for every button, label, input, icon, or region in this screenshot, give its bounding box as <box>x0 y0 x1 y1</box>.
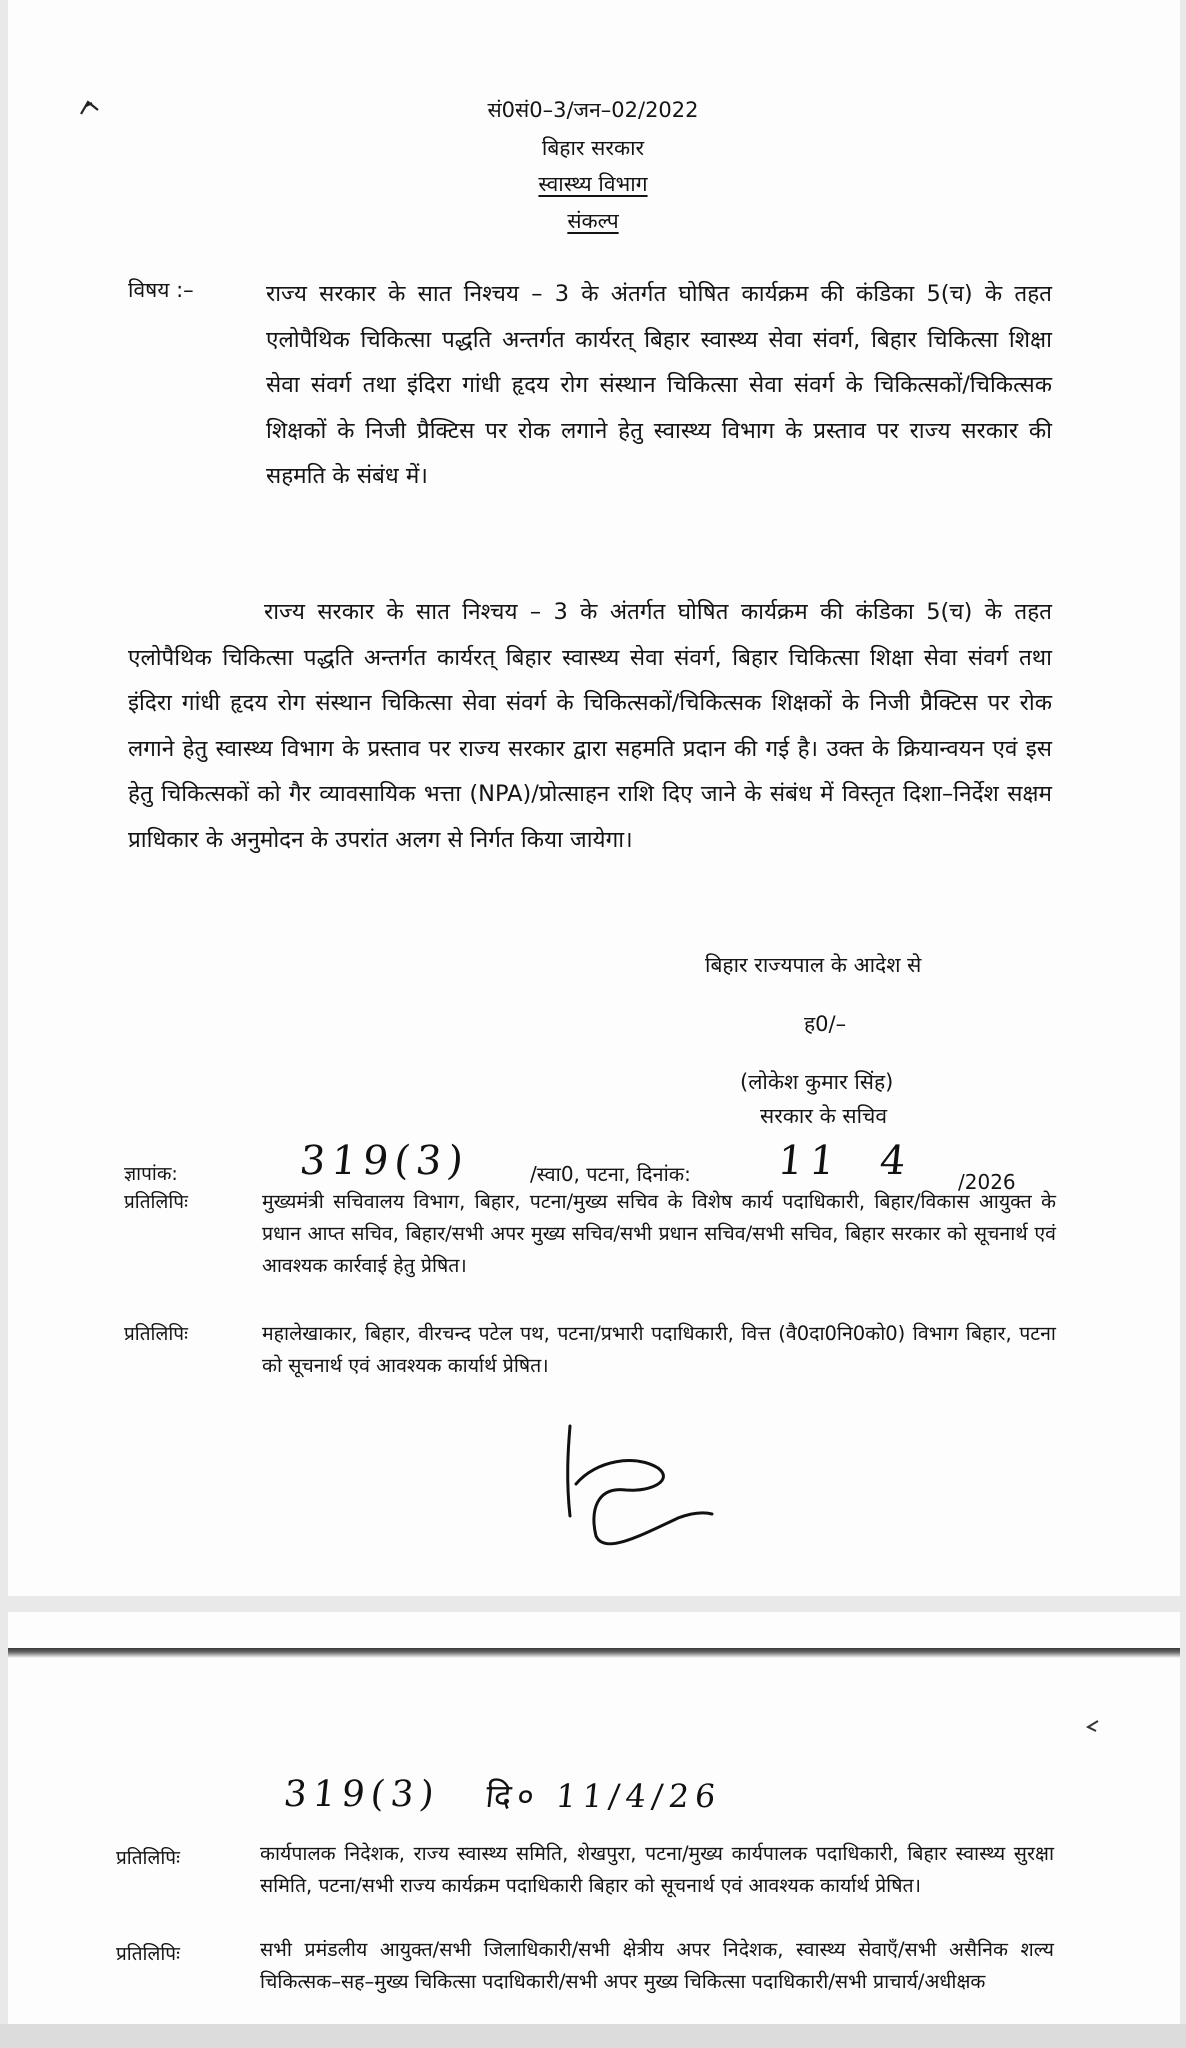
date-month-handwritten: 4 <box>877 1138 914 1184</box>
copy-recipients-2: महालेखाकार, बिहार, वीरचन्द पटेल पथ, पटना/प्रभारी पदाधिकारी, वित्त (वै0दा0नि0को0) विभाग बिहार, पटना को सूचनार्थ एवं आवश्यक कार्यार्थ प्रेषित। <box>262 1322 1056 1377</box>
memo-number-handwritten: 319(3) <box>297 1138 472 1184</box>
copy-recipients-4: सभी प्रमंडलीय आयुक्त/सभी जिलाधिकारी/सभी क्षेत्रीय अपर निदेशक, स्वास्थ्य सेवाएँ/सभी असैनिक शल्य चिकित्सक–सह–मुख्य चिकित्सा पदाधिकारी/सभी अपर मुख्य चिकित्सा पदाधिकारी/सभी प्राचार्य/अधीक्षक <box>260 1938 1054 1993</box>
copy-recipients-3: कार्यपालक निदेशक, राज्य स्वास्थ्य समिति, शेखपुरा, पटना/मुख्य कार्यपालक पदाधिकारी, बिहार स्वास्थ्य सुरक्षा समिति, पटना/सभी राज्य कार्यक्रम पदाधिकारी बिहार को सूचनार्थ एवं आवश्यक कार्यार्थ प्रेषित। <box>260 1842 1054 1897</box>
body-paragraph: राज्य सरकार के सात निश्चय – 3 के अंतर्गत घोषित कार्यक्रम की कंडिका 5(च) के तहत एलोपैथिक चिकित्सा पद्धति अन्तर्गत कार्यरत् बिहार स्वास्थ्य सेवा संवर्ग, बिहार चिकित्सा शिक्षा सेवा संवर्ग तथा इंदिरा गांधी हृदय रोग संस्थान चिकित्सा सेवा संवर्ग के चिकित्सकों/चिकित्सक शिक्षकों के निजी प्रैक्टिस पर रोक लगाने हेतु स्वास्थ्य विभाग के प्रस्ताव पर राज्य सरकार द्वारा सहमति प्रदान की गई है। उक्त के क्रियान्वयन एवं इस हेतु चिकित्सकों को गैर व्यावसायिक भत्ता (NPA)/प्रोत्साहन राशि दिए जाने के संबंध में विस्तृत दिशा–निर्देश सक्षम प्राधिकार के अनुमोदन के उपरांत अलग से निर्गत किया जायेगा। <box>128 599 1052 853</box>
copy-label-3: प्रतिलिपिः <box>116 1847 180 1869</box>
signatory-name: (लोकेश कुमार सिंह) <box>740 1070 894 1094</box>
government-name: बिहार सरकार <box>541 136 645 160</box>
date-day-handwritten: 11 <box>775 1138 844 1184</box>
corner-mark-icon-2 <box>1082 1718 1102 1738</box>
copy-label-4: प्रतिलिपिः <box>116 1943 180 1965</box>
copy-label-2: प्रतिलिपिः <box>124 1323 188 1345</box>
subject-label: विषय :– <box>128 278 194 302</box>
signed-mark: ह0/– <box>804 1012 847 1036</box>
department-name: स्वास्थ्य विभाग <box>538 172 648 196</box>
subject-text: राज्य सरकार के सात निश्चय – 3 के अंतर्गत घोषित कार्यक्रम की कंडिका 5(च) के तहत एलोपैथिक चिकित्सा पद्धति अन्तर्गत कार्यरत् बिहार स्वास्थ्य सेवा संवर्ग, बिहार चिकित्सा शिक्षा सेवा संवर्ग तथा इंदिरा गांधी हृदय रोग संस्थान चिकित्सा सेवा संवर्ग के चिकित्सकों/चिकित्सक शिक्षकों के निजी प्रैक्टिस पर रोक लगाने हेतु स्वास्थ्य विभाग के प्रस्ताव पर राज्य सरकार की सहमति के संबंध में। <box>266 281 1052 489</box>
page-edge-shadow <box>8 1648 1180 1658</box>
reference-number: सं0सं0–3/जन–02/2022 <box>487 98 699 122</box>
copy-recipients-1: मुख्यमंत्री सचिवालय विभाग, बिहार, पटना/मुख्य सचिव के विशेष कार्य पदाधिकारी, बिहार/विकास आयुक्त के प्रधान आप्त सचिव, बिहार/सभी अपर मुख्य सचिव/सभी प्रधान सचिव/सभी सचिव, बिहार सरकार को सूचनार्थ एवं आवश्यक कार्रवाई हेतु प्रेषित। <box>262 1190 1056 1277</box>
viewer-bottom-bar <box>0 2024 1186 2048</box>
copy-label-1: प्रतिलिपिः <box>124 1191 188 1213</box>
order-line: बिहार राज्यपाल के आदेश से <box>705 953 922 977</box>
signatory-designation: सरकार के सचिव <box>760 1104 888 1128</box>
memo-label: ज्ञापांक: <box>124 1163 178 1185</box>
date-year: /2026 <box>958 1170 1016 1194</box>
handwritten-signature <box>556 1420 716 1564</box>
page2-date-handwritten: दि० 11/4/26 <box>483 1777 724 1815</box>
document-type: संकल्प <box>567 209 619 233</box>
page2-ref-handwritten: 319(3) <box>281 1774 442 1815</box>
memo-department-date-label: /स्वा0, पटना, दिनांक: <box>530 1162 691 1186</box>
